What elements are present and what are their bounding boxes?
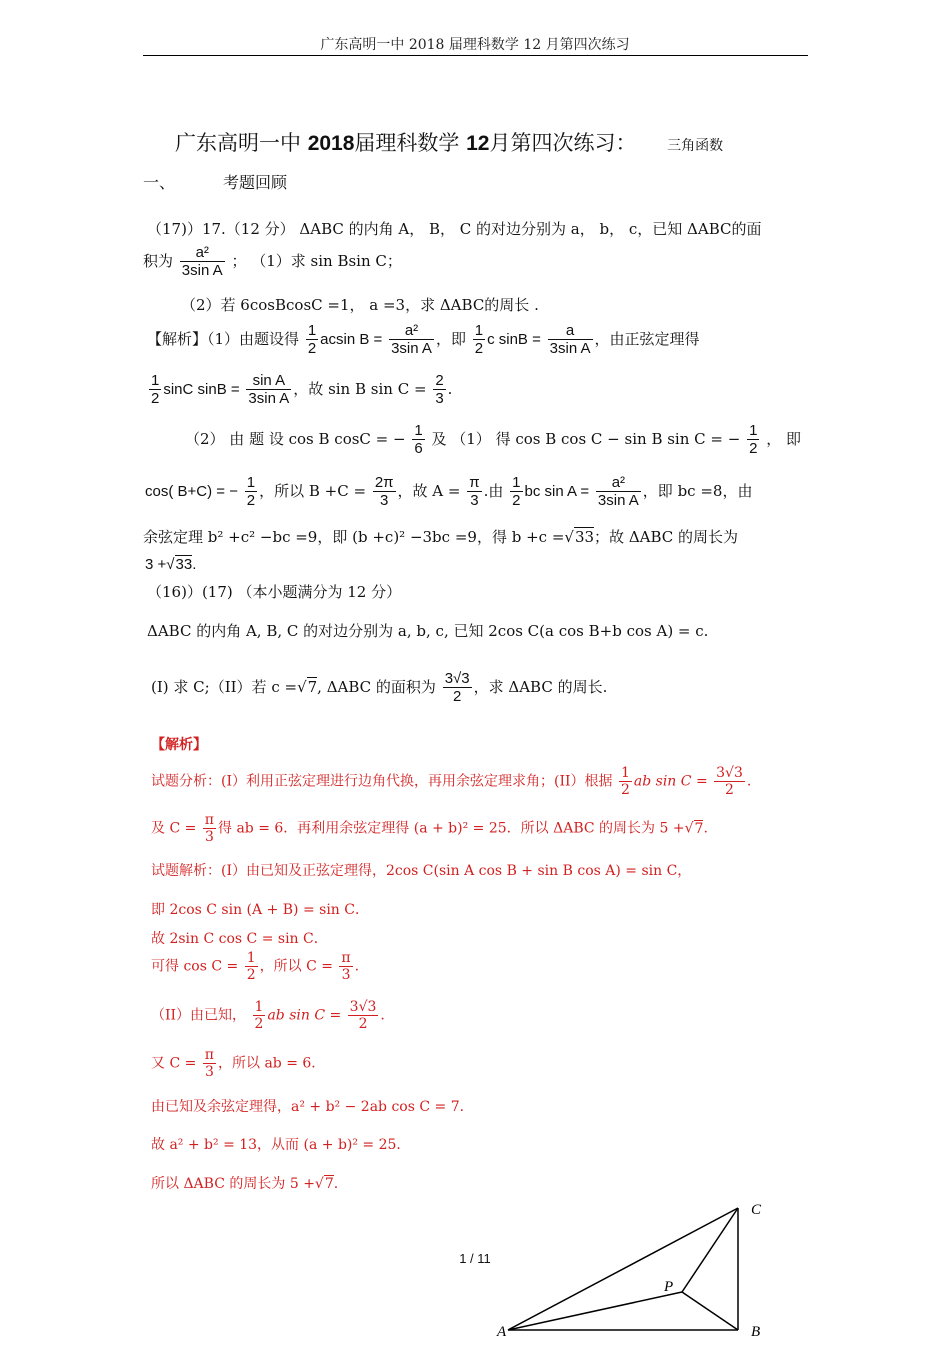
solution-analysis-1: 试题分析：(I）利用正弦定理进行边角代换，再用余弦定理求角；(II）根据 $\frac{1}{2}$ ab sin C = $\frac{3√3}{2}$ .	[151, 765, 752, 799]
section-name: 考题回顾	[223, 173, 288, 192]
triangle-figure	[492, 1196, 782, 1341]
solution-step-6: 又 C = $\frac{\pi}{3}$ ，所以 ab = 6．	[151, 1047, 326, 1081]
label-p: P	[664, 1279, 674, 1295]
header-rule	[143, 55, 808, 56]
q17-part2: （2）若 6cosBcosC =1， a =3，求 ΔABC的周长 .	[181, 296, 539, 314]
q17-sol-line6: 3 +√33.	[145, 556, 197, 573]
solution-step-4: 可得 cos C = $\frac{1}{2}$ ，所以 C = $\frac{\pi}{3}$ .	[151, 950, 360, 984]
q17-area-label: 积为	[143, 251, 174, 270]
segment-pc	[682, 1208, 738, 1292]
document-title	[175, 127, 723, 157]
title-round: 月第四次练习：	[489, 131, 637, 155]
section-number: 一、	[143, 173, 176, 192]
solution-analysis-2: 及 C = $\frac{\pi}{3}$ 得 ab = 6．再利用余弦定理得 (a + b)² = 25．所以 ΔABC 的周长为 5 +√7.	[151, 812, 708, 846]
q16-statement: ΔABC 的内角 A, B, C 的对边分别为 a, b, c, 已知 2cos C(a cos B+b cos A) = c.	[147, 622, 709, 640]
section-heading	[143, 170, 287, 193]
title-year: 2018	[307, 132, 355, 155]
q17-sol-line5: 余弦定理 b² +c² −bc =9，即 (b +c)² −3bc =9，得 b +c =√33；故 ΔABC 的周长为	[143, 528, 739, 546]
solution-tag: 【解析】	[151, 737, 207, 753]
q17-part1: ； （1）求 sin Bsin C；	[231, 251, 402, 270]
title-month: 12	[466, 132, 490, 155]
label-b: B	[751, 1324, 761, 1340]
label-c: C	[751, 1202, 762, 1218]
label-a: A	[497, 1324, 507, 1340]
title-subject: 届理科数学	[354, 131, 460, 155]
q16-intro: （16)）(17) （本小题满分为 12 分）	[147, 583, 402, 601]
q17-sol-line3: （2） 由 题 设 cos B cosC = − $\frac{1}{6}$ 及 （1） 得 cos B cos C − sin B sin C = − $\frac{1}{2}$ ， 即	[185, 422, 801, 458]
segment-pb	[682, 1292, 738, 1330]
title-topic: 三角函数	[667, 138, 724, 154]
q17-sol-line4: cos( B+C) = − $\frac{1}{2}$ ，所以 B +C = $\frac{2\pi}{3}$ ，故 A = $\frac{\pi}{3}$ .由 $\frac{1}{2}$ bc sin A = $\frac{\text{a²}}{\text{3sin A}}$ ，即 bc =8，由	[145, 474, 753, 510]
solution-step-1: 试题解析：(I）由已知及正弦定理得，2cos C(sin A cos B + sin B cos A) = sin C，	[151, 863, 692, 879]
segment-ap	[508, 1292, 682, 1330]
q17-sol-line1: 【解析】（1）由题设得 $\frac{1}{2}$ acsin B = $\frac{\text{a²}}{\text{3sin A}}$ ，即 $\frac{1}{2}$ c sinB = $\frac{a}{\text{3sin A}}$ ，由正弦定理得	[147, 322, 700, 358]
solution-step-2: 即 2cos C sin (A + B) = sin C．	[151, 902, 369, 918]
solution-step-9: 所以 ΔABC 的周长为 5 +√7.	[151, 1176, 339, 1192]
solution-step-7: 由已知及余弦定理得，a² + b² − 2ab cos C = 7．	[151, 1099, 474, 1115]
q17-area-line	[143, 244, 402, 280]
title-school: 广东高明一中	[175, 131, 301, 155]
q17-intro: （17)）17.（12 分） ΔABC 的内角 A， B， C 的对边分别为 a， b， c，已知 ΔABC的面	[147, 220, 762, 238]
solution-step-5: （II）由已知， $\frac{1}{2}$ ab sin C = $\frac{3√3}{2}$ .	[151, 999, 385, 1033]
page-number: 1 / 11	[459, 1251, 491, 1266]
solution-step-3: 故 2sin C cos C = sin C．	[151, 931, 328, 947]
running-header: 广东高明一中 2018 届理科数学 12 月第四次练习	[320, 37, 630, 53]
solution-step-8: 故 a² + b² = 13，从而 (a + b)² = 25．	[151, 1137, 411, 1153]
edge-ac	[508, 1208, 738, 1330]
q16-ask: (I) 求 C;（II）若 c =√7, ΔABC 的面积为 $\frac{3√3}{2}$ ，求 ΔABC 的周长.	[151, 670, 608, 706]
q17-sol-line2: $\frac{1}{2}$ sinC sinB = $\frac{\text{sin A}}{\text{3sin A}}$ ，故 sin B sin C = $\frac{2}{3}$ .	[151, 372, 453, 408]
q17-area-frac: $\frac{\text{a²}}{\text{3sin A}}$	[181, 244, 223, 280]
